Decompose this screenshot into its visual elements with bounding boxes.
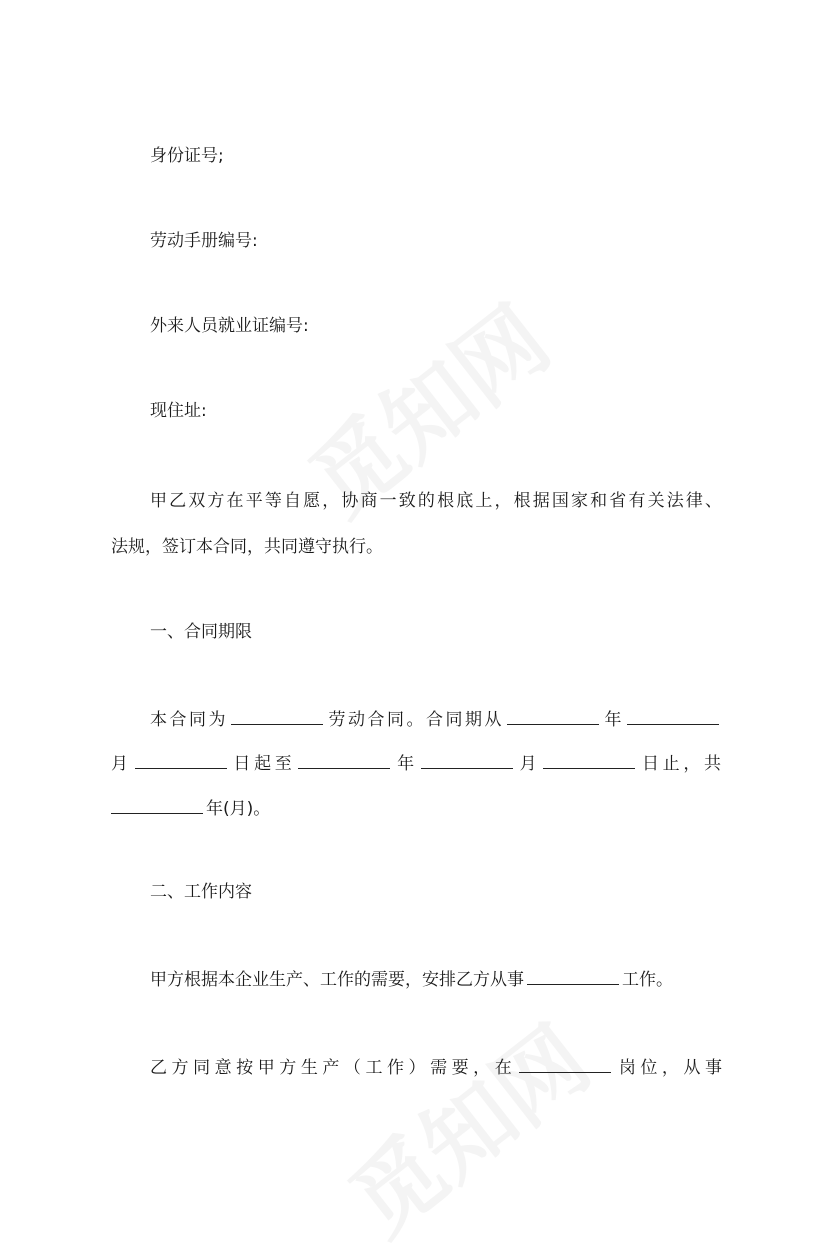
blank-contract-type [231,708,323,725]
blank-start-year [507,708,599,725]
blank-end-month [421,752,513,769]
section-1-line-1 [150,708,722,730]
blank-start-month [627,708,719,725]
section-1-line-3 [111,797,721,819]
text: 本合同为 [150,710,228,730]
text: 岗位，从事 [614,1058,723,1078]
section-2-para-1 [150,968,722,990]
blank-total-duration [111,797,203,814]
preamble-line-1: 甲乙双方在平等自愿，协商一致的根底上，根据国家和省有关法律、 [150,491,722,511]
text: 劳动合同。合同期从 [326,710,504,730]
field-id-number: 身份证号; [150,146,224,166]
field-labor-handbook-number: 劳动手册编号: [150,231,258,251]
text: 乙方同意按甲方生产（工作）需要，在 [150,1058,517,1078]
blank-end-year [298,752,390,769]
text: 年(月)。 [206,799,271,819]
blank-end-day [543,752,635,769]
text: 日起至 [229,754,296,774]
blank-job-type [527,968,619,985]
section-2-heading: 二、工作内容 [150,882,252,902]
field-current-address: 现住址: [150,401,207,421]
text: 月 [111,754,132,774]
blank-start-day [135,752,227,769]
text: 日止，共 [638,754,722,774]
section-1-heading: 一、合同期限 [150,622,252,642]
text: 年 [602,710,624,730]
section-1-line-2 [111,752,721,774]
text: 年 [393,754,418,774]
blank-position [519,1056,611,1073]
text: 月 [515,754,541,774]
preamble-line-2: 法规，签订本合同，共同遵守执行。 [111,537,383,557]
text: 甲方根据本企业生产、工作的需要，安排乙方从事 [150,970,524,990]
section-2-para-2 [150,1056,722,1078]
watermark-bottom [319,991,612,1259]
field-migrant-work-permit-number: 外来人员就业证编号: [150,316,309,336]
text: 工作。 [622,970,673,990]
